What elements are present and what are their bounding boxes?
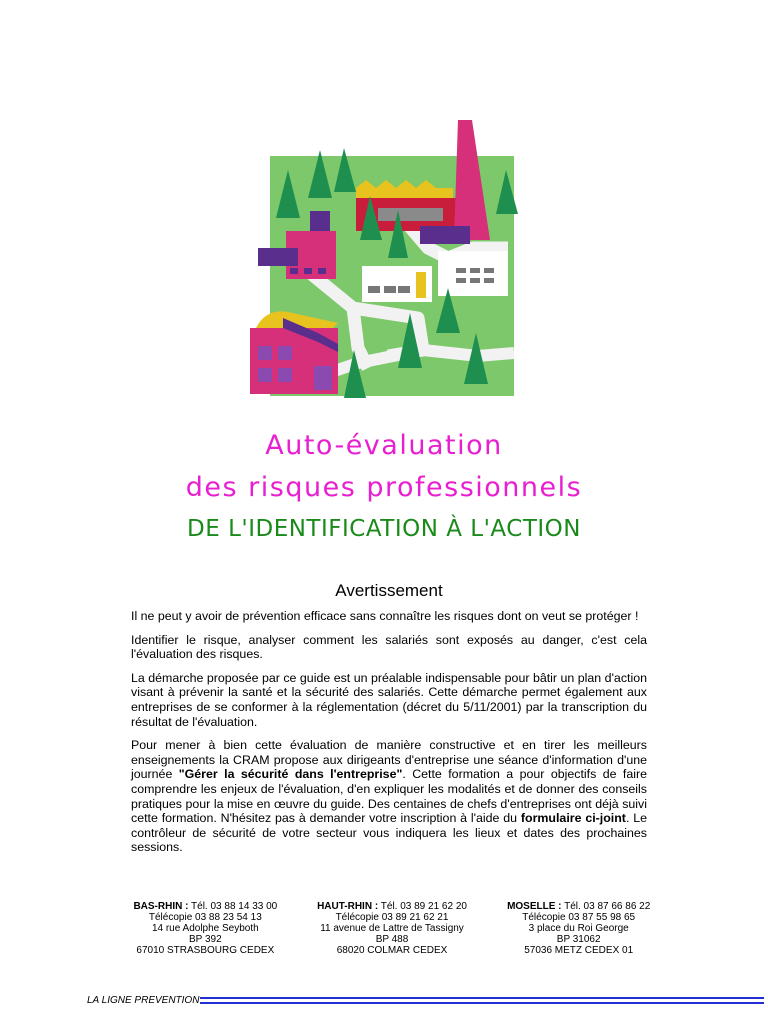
window [384,286,396,293]
building-roof [258,248,298,266]
window [314,366,332,390]
window [456,278,466,283]
paragraph-4-text: . Cette formation a pour objectifs de faire comprendre les enjeux de l'évaluation, d'en expliquer les modalités et de donner des conseils pratiques pour la mise en œuvre du guide. Des centaines de chefs d'entreprises ont déjà suivi cette formation. N'hésitez pas à demander votre inscription à l'aide du [131,767,648,826]
contact-bp: BP 31062 [556,934,601,945]
window [456,268,466,273]
window [470,278,480,283]
paragraph-4-text: . Le contrôleur de sécurité de votre secteur vous indiquera les lieux et dates des prochaines sessions. [131,811,647,855]
window [258,368,272,382]
window [290,268,298,274]
contact-bas-rhin [112,901,299,956]
window [278,346,292,360]
white-building [438,251,508,296]
window [416,272,426,298]
paragraph-1: Il ne peut y avoir de prévention efficace sans connaître les risques dont on veut se protéger ! [131,609,639,623]
contact-address: 3 place du Roi George [528,923,629,934]
paragraph-3: La démarche proposée par ce guide est un préalable indispensable pour bâtir un plan d'action visant à prévenir la santé et la sécurité des salariés. Cette démarche permet également aux entreprises de se conformer à la réglementation (décret du 5/11/2001) par la transcription du résultat de l'évaluation. [131,670,647,729]
contact-phone: Tél. 03 87 66 86 22 [561,901,651,912]
training-name: "Gérer la sécurité dans l'entreprise" [178,767,403,782]
window [398,286,410,293]
title-line-2: des risques professionnels [185,472,583,503]
window [470,268,480,273]
footer-divider [200,997,764,999]
factory-landscape-illustration [248,118,520,398]
building-roof [420,226,470,244]
contact-city: 67010 STRASBOURG CEDEX [136,945,275,956]
contact-city: 57036 METZ CEDEX 01 [524,945,634,956]
paragraph-2: Identifier le risque, analyser comment les salariés sont exposés au danger, c'est cela l'évaluation des risques. [131,632,647,662]
contact-fax: Télécopie 03 89 21 62 21 [335,912,449,923]
contact-region: BAS-RHIN : [133,901,189,912]
window [278,368,292,382]
footer-divider [200,1002,764,1004]
window [484,268,494,273]
contact-fax: Télécopie 03 87 55 98 65 [522,912,636,923]
contact-address: 14 rue Adolphe Seyboth [151,923,259,934]
contact-address: 11 avenue de Lattre de Tassigny [320,923,464,934]
contact-region: MOSELLE : [507,901,562,912]
contact-city: 68020 COLMAR CEDEX [336,945,448,956]
contact-haut-rhin [299,901,486,956]
contacts-section [112,901,672,956]
window [304,268,312,274]
form-reference: formulaire ci-joint [520,811,626,826]
subtitle: DE L'IDENTIFICATION À L'ACTION [187,516,581,542]
contact-bp: BP 488 [375,934,409,945]
paragraph-4 [131,738,647,855]
building-roof [310,211,330,231]
section-heading: Avertissement [335,581,443,600]
paragraph-4-text: Pour mener à bien cette évaluation de manière constructive et en tirer les meilleurs enseignements la CRAM propose aux dirigeants d'entreprise une séance d'information d'une journée [131,738,647,782]
contact-region: HAUT-RHIN : [317,901,379,912]
contact-fax: Télécopie 03 88 23 54 13 [148,912,262,923]
contact-phone: Tél. 03 88 14 33 00 [188,901,278,912]
window [484,278,494,283]
warning-body [131,609,647,864]
title-line-1: Auto-évaluation [265,430,503,461]
factory-window [378,208,443,221]
footer-label: LA LIGNE PREVENTION [87,995,200,1006]
window [368,286,380,293]
window [258,346,272,360]
window [318,268,326,274]
contact-moselle [485,901,672,956]
contact-phone: Tél. 03 89 21 62 20 [378,901,467,912]
contact-bp: BP 392 [189,934,222,945]
